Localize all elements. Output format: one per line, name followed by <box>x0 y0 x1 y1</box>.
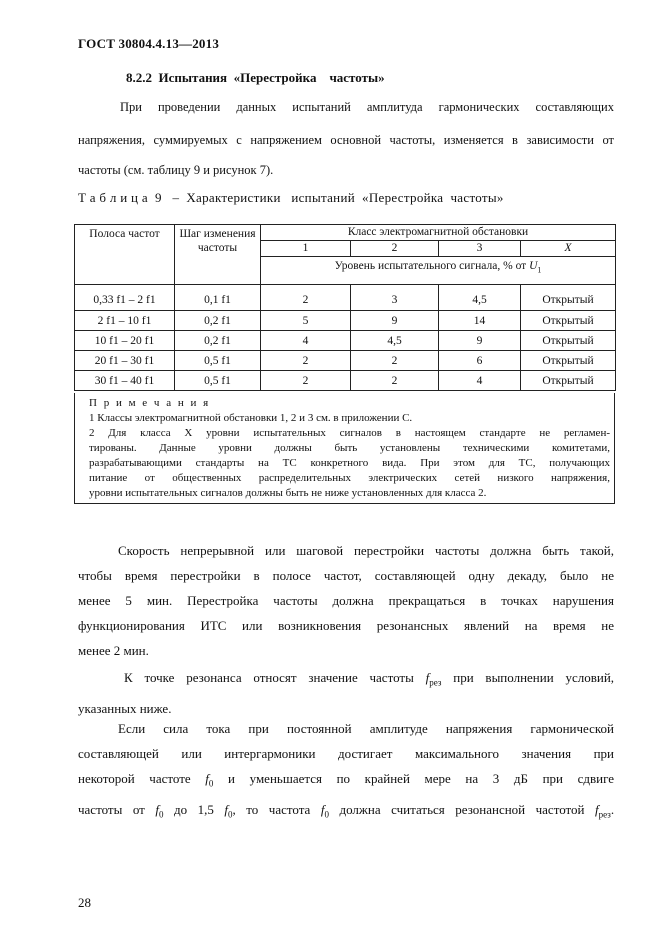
p3-line-4: частоты от $f_0$ до 1,5 $f_0$, то частота $f_0$ должна считаться резонансной частотой $f_{рез}$. <box>78 801 615 820</box>
class3-cell: 9 <box>439 331 521 351</box>
page-number: 28 <box>78 895 91 910</box>
class3-cell: 4,5 <box>439 291 521 311</box>
class1-cell: 2 <box>261 371 351 391</box>
band-cell: 2 f1 – 10 f1 <box>75 311 175 331</box>
class2-cell: 2 <box>351 371 439 391</box>
p3-line-1: Если сила тока при постоянной амплитуде напряжения гармонической <box>118 721 614 736</box>
table-row <box>75 291 616 311</box>
note-2-line-2: тированы. Данные уровни должны быть установлены техническими комитетами, <box>89 442 610 454</box>
p1-line-3: менее 5 мин. Перестройка частоты должна прекращаться в точках нарушения <box>78 593 614 608</box>
class2-cell: 3 <box>351 291 439 311</box>
intro-line-3: частоты (см. таблицу 9 и рисунок 7). <box>78 163 274 177</box>
step-cell: 0,5 f1 <box>175 351 261 371</box>
intro-line-2: напряжения, суммируемых с напряжением основной частоты, изменяется в зависимости от <box>78 133 614 147</box>
table-row <box>75 371 616 391</box>
note-2-line-3: разрабатывающими стандарты на ТС конкретного вида. При этом для ТС, получающих <box>89 457 610 469</box>
class-3: 3 <box>439 241 521 257</box>
paragraph-1 <box>78 538 614 663</box>
class2-cell: 9 <box>351 311 439 331</box>
step-cell: 0,5 f1 <box>175 371 261 391</box>
step-cell: 0,2 f1 <box>175 311 261 331</box>
document-header: ГОСТ 30804.4.13—2013 <box>78 36 220 51</box>
band-cell: 10 f1 – 20 f1 <box>75 331 175 351</box>
classx-cell: Открытый <box>521 331 616 351</box>
table-row <box>75 331 616 351</box>
class-1: 1 <box>261 241 351 257</box>
class2-cell: 4,5 <box>351 331 439 351</box>
band-cell: 30 f1 – 40 f1 <box>75 371 175 391</box>
table-caption: Т а б л и ц а 9 – Характеристики испытаний «Перестройка частоты» <box>78 190 504 205</box>
col-header-class: Класс электромагнитной обстановки <box>261 225 616 241</box>
class3-cell: 6 <box>439 351 521 371</box>
p3-line-3: некоторой частоте $f_0$ и уменьшается по крайней мере на 3 дБ при сдвиге <box>78 771 615 789</box>
class1-cell: 5 <box>261 311 351 331</box>
note-2-line-4: питание от общественных распределительных электрических сетей низкого напряжения, <box>89 472 610 484</box>
band-cell: 20 f1 – 30 f1 <box>75 351 175 371</box>
table-notes <box>74 393 615 504</box>
table-row <box>75 311 616 331</box>
note-2-line-1: 2 Для класса X уровни испытательных сигналов в настоящем стандарте не регламен- <box>89 427 610 439</box>
class1-cell: 2 <box>261 291 351 311</box>
class1-cell: 4 <box>261 331 351 351</box>
paragraph-3 <box>78 716 614 827</box>
p3-line-2: составляющей или интергармоники достигает максимального значения при <box>78 746 614 761</box>
p2-line-1: К точке резонанса относят значение частоты $f_{рез}$ при выполнении условий, <box>124 670 615 688</box>
class3-cell: 14 <box>439 311 521 331</box>
class2-cell: 2 <box>351 351 439 371</box>
class3-cell: 4 <box>439 371 521 391</box>
note-1: 1 Классы электромагнитной обстановки 1, 2 и 3 см. в приложении С. <box>89 412 413 424</box>
table-9 <box>74 224 616 391</box>
band-cell: 0,33 f1 – 2 f1 <box>75 291 175 311</box>
p1-line-5: менее 2 мин. <box>78 643 149 658</box>
classx-cell: Открытый <box>521 291 616 311</box>
p1-line-2: чтобы время перестройки в полосе частот, составляющей одну декаду, было не <box>78 568 614 583</box>
class-x: X <box>521 241 616 257</box>
note-2-line-5: уровни испытательных сигналов должны быть не ниже установленных для класса 2. <box>89 487 487 499</box>
step-cell: 0,1 f1 <box>175 291 261 311</box>
p2-line-2: указанных ниже. <box>78 700 172 716</box>
notes-title: П р и м е ч а н и я <box>89 397 211 409</box>
classx-cell: Открытый <box>521 311 616 331</box>
class1-cell: 2 <box>261 351 351 371</box>
classx-cell: Открытый <box>521 371 616 391</box>
class-2: 2 <box>351 241 439 257</box>
section-title: 8.2.2 Испытания «Перестройка частоты» <box>126 70 385 85</box>
intro-line-1: При проведении данных испытаний амплитуда гармонических составляющих <box>120 100 614 114</box>
classx-cell: Открытый <box>521 351 616 371</box>
col-header-step: Шаг изменения частоты <box>175 225 261 285</box>
col-header-band: Полоса частот <box>75 225 175 285</box>
paragraph-2 <box>78 665 614 721</box>
level-label: Уровень испытательного сигнала, % от $U_1$ <box>261 257 616 285</box>
p1-line-4: функционирования ИТС или возникновения резонансных явлений на время не <box>78 618 614 633</box>
p1-line-1: Скорость непрерывной или шаговой перестройки частоты должна быть такой, <box>118 543 614 558</box>
step-cell: 0,2 f1 <box>175 331 261 351</box>
table-row <box>75 351 616 371</box>
